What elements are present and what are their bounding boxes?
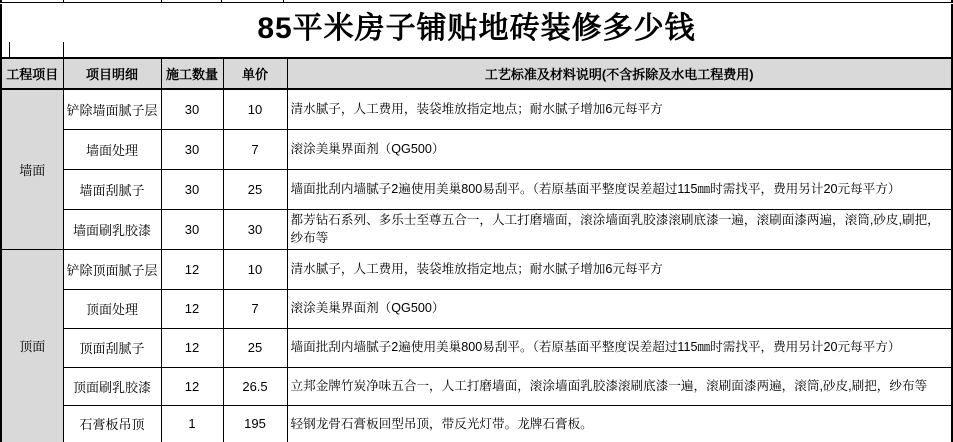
description-cell: 滚涂美巢界面剂（QG500） (287, 129, 952, 169)
quote-table (0, 57, 953, 442)
quantity-cell: 30 (161, 89, 223, 129)
header-unit-price: 单价 (223, 58, 287, 89)
table-header-row (1, 58, 952, 89)
quantity-cell: 12 (161, 249, 223, 289)
table-row (1, 289, 952, 328)
description-cell: 轻钢龙骨石膏板回型吊顶，带反光灯带。龙牌石膏板。 (287, 405, 952, 442)
table-row (1, 89, 952, 129)
table-row (1, 249, 952, 289)
description-cell: 墙面批刮内墙腻子2遍使用美巢800易刮平。（若原基面平整度误差超过115㎜时需找平，费用另计20元每平方） (287, 328, 952, 367)
table-row (1, 367, 952, 405)
description-cell: 清水腻子，人工费用，装袋堆放指定地点；耐水腻子增加6元每平方 (287, 249, 952, 289)
category-cell-wall: 墙面 (1, 89, 63, 249)
cropped-row-remnant (0, 0, 953, 3)
description-cell: 清水腻子，人工费用，装袋堆放指定地点；耐水腻子增加6元每平方 (287, 89, 952, 129)
gridline-remnant (63, 42, 64, 57)
item-name-cell: 铲除顶面腻子层 (63, 249, 161, 289)
unit-price-cell: 10 (223, 249, 287, 289)
header-project-category: 工程项目 (1, 58, 63, 89)
quantity-cell: 1 (161, 405, 223, 442)
table-row (1, 129, 952, 169)
quantity-cell: 12 (161, 367, 223, 405)
unit-price-cell: 26.5 (223, 367, 287, 405)
title-row (0, 4, 953, 57)
item-name-cell: 顶面刷乳胶漆 (63, 367, 161, 405)
item-name-cell: 墙面处理 (63, 129, 161, 169)
unit-price-cell: 195 (223, 405, 287, 442)
item-name-cell: 铲除墙面腻子层 (63, 89, 161, 129)
quantity-cell: 30 (161, 209, 223, 249)
description-cell: 都芳钻石系列、多乐士至尊五合一，人工打磨墙面，滚涂墙面乳胶漆滚刷底漆一遍，滚刷面漆两遍，滚筒,砂皮,刷把，纱布等 (287, 209, 952, 249)
unit-price-cell: 10 (223, 89, 287, 129)
page-title: 85平米房子铺贴地砖装修多少钱 (257, 11, 696, 45)
quantity-cell: 30 (161, 129, 223, 169)
header-quantity: 施工数量 (161, 58, 223, 89)
table-row (1, 405, 952, 442)
unit-price-cell: 7 (223, 129, 287, 169)
description-cell: 立邦金牌竹炭净味五合一，人工打磨墙面，滚涂墙面乳胶漆滚刷底漆一遍，滚刷面漆两遍，滚筒,砂皮,刷把，纱布等 (287, 367, 952, 405)
gridline-remnant (161, 0, 162, 3)
quantity-cell: 30 (161, 169, 223, 209)
unit-price-cell: 25 (223, 328, 287, 367)
unit-price-cell: 25 (223, 169, 287, 209)
quantity-cell: 12 (161, 289, 223, 328)
table-row (1, 169, 952, 209)
category-cell-ceiling: 顶面 (1, 249, 63, 442)
item-name-cell: 顶面刮腻子 (63, 328, 161, 367)
header-item-detail: 项目明细 (63, 58, 161, 89)
unit-price-cell: 7 (223, 289, 287, 328)
gridline-remnant (63, 0, 64, 3)
item-name-cell: 石膏板吊顶 (63, 405, 161, 442)
item-name-cell: 墙面刮腻子 (63, 169, 161, 209)
table-row (1, 328, 952, 367)
item-name-cell: 墙面刷乳胶漆 (63, 209, 161, 249)
description-cell: 滚涂美巢界面剂（QG500） (287, 289, 952, 328)
gridline-remnant (283, 0, 284, 3)
quantity-cell: 12 (161, 328, 223, 367)
item-name-cell: 顶面处理 (63, 289, 161, 328)
description-cell: 墙面批刮内墙腻子2遍使用美巢800易刮平。（若原基面平整度误差超过115㎜时需找平，费用另计20元每平方） (287, 169, 952, 209)
gridline-remnant (9, 42, 10, 57)
table-row (1, 209, 952, 249)
header-spec-description: 工艺标准及材料说明(不含拆除及水电工程费用) (287, 58, 952, 89)
unit-price-cell: 30 (223, 209, 287, 249)
gridline-remnant (221, 0, 222, 3)
